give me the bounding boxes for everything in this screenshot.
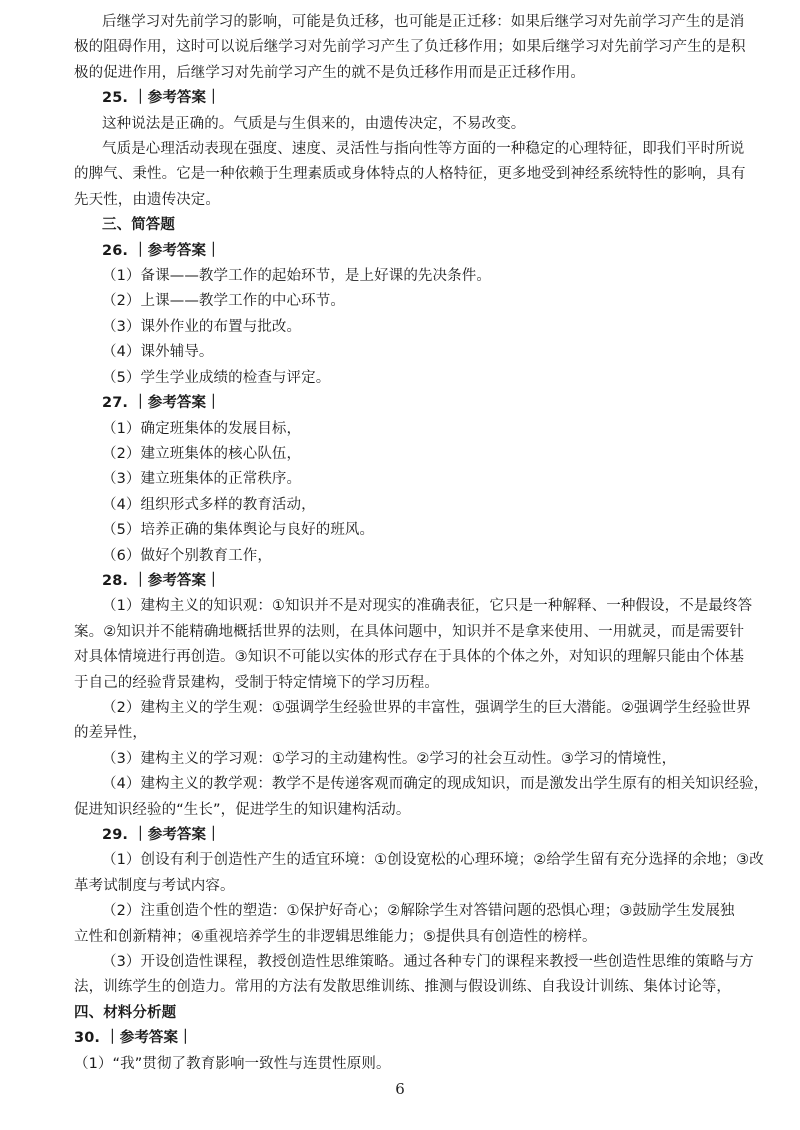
text-line: （1）“我”贯彻了教育影响一致性与连贯性原则。 — [74, 1055, 391, 1072]
text-line: （2）注重创造个性的塑造：①保护好奇心；②解除学生对答错问题的恐惧心理；③鼓励学生发展独 — [102, 903, 735, 920]
text-line: 极的促进作用，后继学习对先前学习产生的就不是负迁移作用而是正迁移作用。 — [74, 64, 585, 81]
text-line: 后继学习对先前学习的影响，可能是负迁移，也可能是正迁移：如果后继学习对先前学习产生的是消 — [102, 14, 745, 30]
text-line: （1）建构主义的知识观：①知识并不是对现实的准确表征，它只是一种解释、一种假设，不是最终答 — [102, 598, 753, 615]
section-heading: 27. ｜参考答案｜ — [102, 395, 221, 412]
text-line: （3）开设创造性课程，教授创造性思维策略。通过各种专门的课程来教授一些创造性思维的策略与方 — [102, 954, 754, 971]
text-line: 革考试制度与考试内容。 — [74, 877, 235, 894]
text-line: （1）备课——教学工作的起始环节，是上好课的先决条件。 — [102, 268, 491, 285]
text-line: 于自己的经验背景建构，受制于特定情境下的学习历程。 — [74, 674, 439, 691]
section-heading: 25. ｜参考答案｜ — [102, 90, 221, 107]
section-heading: 30. ｜参考答案｜ — [74, 1030, 193, 1047]
text-line: 的差异性， — [74, 725, 147, 742]
text-line: 对具体情境进行再创造。③知识不可能以实体的形式存在于具体的个体之外，对知识的理解只能由个体基 — [74, 649, 745, 666]
text-line: （3）建立班集体的正常秩序。 — [102, 471, 302, 488]
text-line: 促进知识经验的“生长”，促进学生的知识建构活动。 — [74, 801, 411, 818]
document-body — [74, 10, 769, 1077]
text-line: （3）课外作业的布置与批改。 — [102, 318, 302, 335]
section-heading: 28. ｜参考答案｜ — [102, 572, 221, 589]
text-line: 立性和创新精神；④重视培养学生的非逻辑思维能力；⑤提供具有创造性的榜样。 — [74, 928, 597, 945]
text-line: （2）上课——教学工作的中心环节。 — [102, 293, 345, 310]
text-line: 先天性，由遗传决定。 — [74, 191, 220, 208]
text-line: （2）建立班集体的核心队伍， — [102, 445, 302, 462]
text-line: 极的阻碍作用，这时可以说后继学习对先前学习产生了负迁移作用；如果后继学习对先前学习产生的是积 — [74, 39, 746, 56]
section-heading: 四、材料分析题 — [74, 1004, 177, 1021]
text-line: （5）学生学业成绩的检查与评定。 — [102, 369, 331, 386]
text-line: （1）创设有利于创造性产生的适宜环境：①创设宽松的心理环境；②给学生留有充分选择的余地；③改 — [102, 852, 764, 869]
section-heading: 29. ｜参考答案｜ — [102, 827, 221, 843]
page-number: 6 — [395, 1080, 405, 1098]
text-line: （5）培养正确的集体舆论与良好的班风。 — [102, 522, 375, 539]
text-line: （2）建构主义的学生观：①强调学生经验世界的丰富性，强调学生的巨大潜能。②强调学生经验世界 — [102, 699, 751, 716]
text-line: 案。②知识并不能精确地概括世界的法则，在具体问题中，知识并不是拿来使用、一用就灵，而是需要针 — [74, 623, 745, 640]
text-line: 的脾气、秉性。它是一种依赖于生理素质或身体特点的人格特征，更多地受到神经系统特性的影响，具有 — [74, 166, 746, 183]
text-line: （4）建构主义的教学观：教学不是传递客观而确定的现成知识，而是激发出学生原有的相关知识经验， — [102, 776, 769, 793]
text-line: （4）组织形式多样的教育活动， — [102, 496, 316, 513]
text-line: （3）建构主义的学习观：①学习的主动建构性。②学习的社会互动性。③学习的情境性， — [102, 750, 677, 767]
text-line: 这种说法是正确的。气质是与生俱来的，由遗传决定，不易改变。 — [102, 115, 526, 132]
text-line: 气质是心理活动表现在强度、速度、灵活性与指向性等方面的一种稳定的心理特征，即我们平时所说 — [102, 141, 745, 158]
section-heading: 26. ｜参考答案｜ — [102, 242, 221, 259]
text-line: （4）课外辅导。 — [102, 344, 214, 361]
text-line: （6）做好个别教育工作， — [102, 547, 272, 564]
section-heading: 三、简答题 — [102, 217, 175, 234]
text-line: 法，训练学生的创造力。常用的方法有发散思维训练、推测与假设训练、自我设计训练、集体讨论等， — [74, 979, 731, 996]
text-line: （1）确定班集体的发展目标， — [102, 420, 302, 437]
